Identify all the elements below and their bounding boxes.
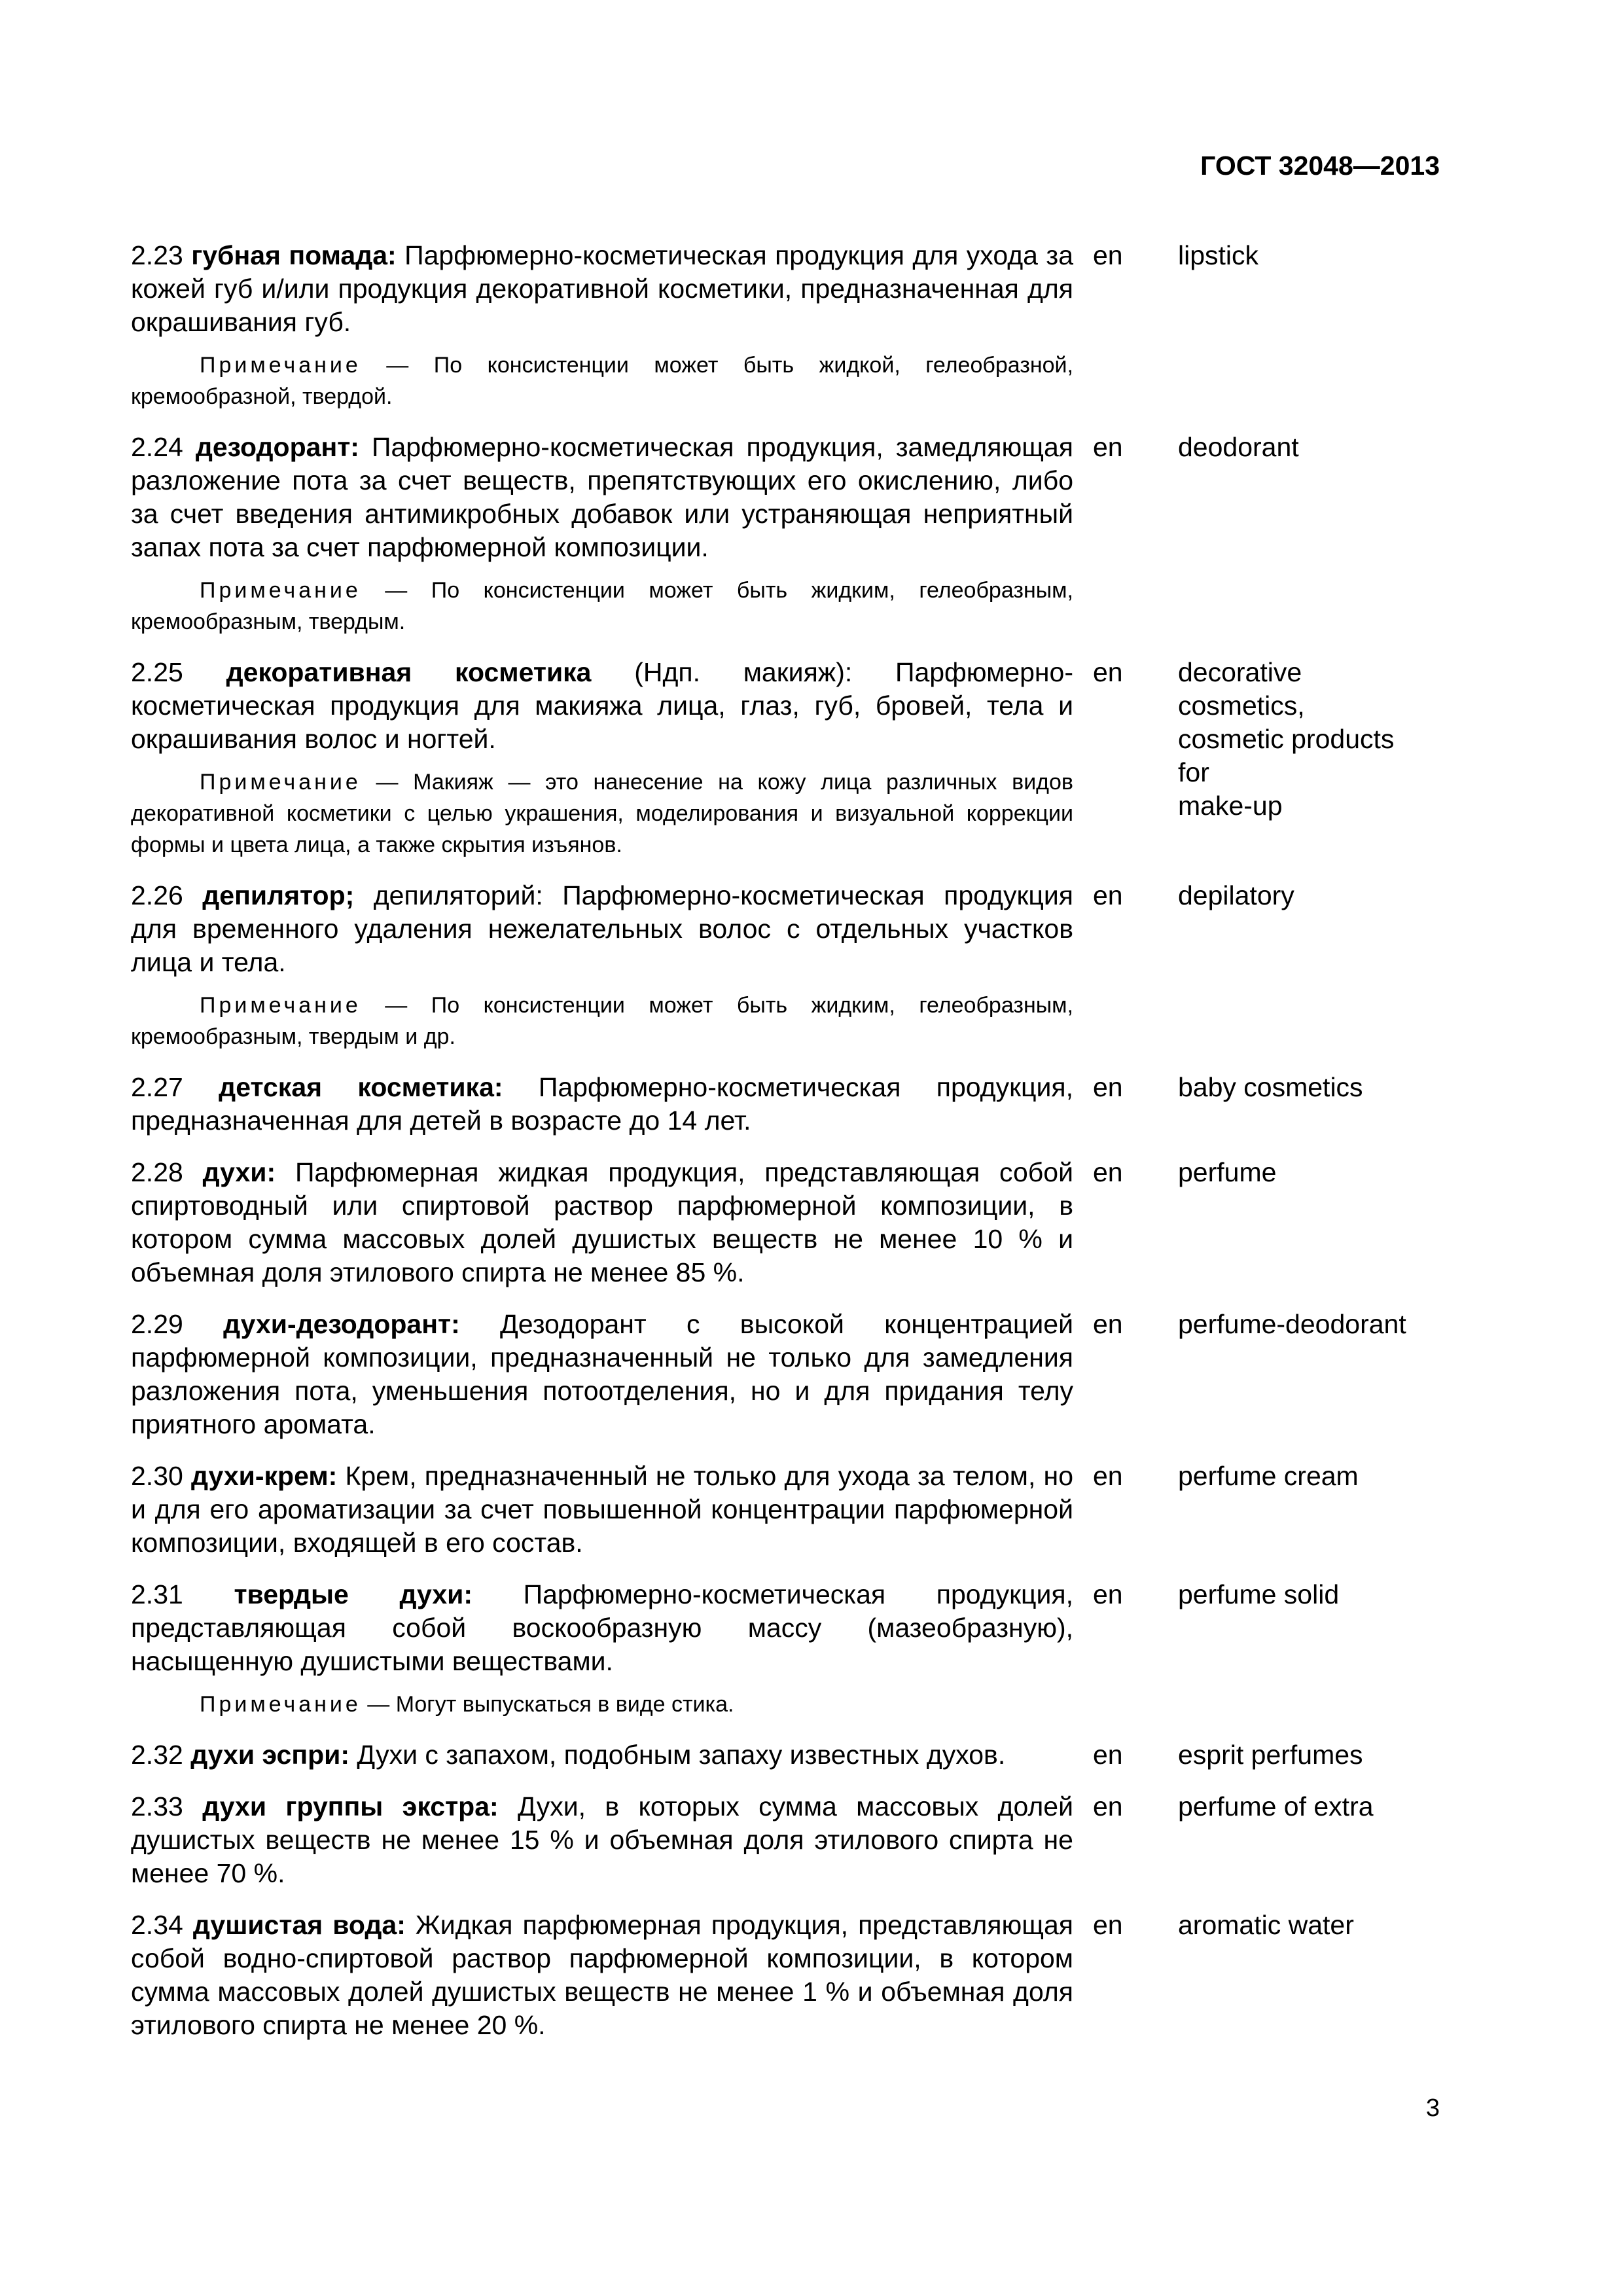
english-term-line: decorative: [1178, 657, 1302, 687]
entry-number: 2.33: [131, 1791, 183, 1821]
entry-definition-text: Парфюмерно-косметическая продукция, замедляющая разложение пота за счет веществ, препятствующих его окислению, либо за счет введения антимикробных добавок или устраняющая неприятный запах пота за счет парфюмерной композиции.: [131, 432, 1073, 562]
english-term-line: perfume solid: [1178, 1579, 1340, 1609]
entry-definition: [131, 431, 1073, 564]
entry-language-code: en: [1093, 1579, 1123, 1609]
entry-number: 2.23: [131, 240, 183, 270]
entry-language-code: en: [1093, 1157, 1123, 1187]
entry-term: детская косметика:: [219, 1072, 503, 1102]
entry-definition: [131, 1578, 1073, 1678]
entry-term: декоративная косметика: [226, 657, 592, 687]
note-label: Примечание: [200, 353, 361, 378]
entry-language-code: en: [1093, 657, 1123, 687]
glossary-entry: [131, 1156, 1440, 1289]
entry-definition-column: [131, 656, 1073, 861]
entry-term: духи эспри:: [190, 1740, 350, 1770]
entry-definition-column: [131, 1738, 1073, 1772]
entry-language-code: en: [1093, 1910, 1123, 1940]
entry-language-code: en: [1093, 880, 1123, 910]
entry-language-code: en: [1093, 1461, 1123, 1491]
page-number: 3: [1425, 2094, 1440, 2122]
entry-number: 2.32: [131, 1740, 183, 1770]
entry-definition-text: Духи, в которых сумма массовых долей душистых веществ не менее 15 % и объемная доля этилового спирта не менее 70 %.: [131, 1791, 1073, 1888]
note-label: Примечание: [200, 993, 361, 1018]
entry-definition-column: [131, 1308, 1073, 1441]
english-term-line: lipstick: [1178, 240, 1259, 270]
entry-number: 2.27: [131, 1072, 183, 1102]
entry-language-code: en: [1093, 432, 1123, 462]
glossary-entry: [131, 239, 1440, 412]
glossary-entry: [131, 879, 1440, 1052]
entry-english-equivalent: [1178, 239, 1440, 412]
entry-language-code: en: [1093, 240, 1123, 270]
english-term-line: make-up: [1178, 791, 1283, 821]
entry-note: [131, 766, 1073, 861]
entry-term: дезодорант:: [195, 432, 359, 462]
note-text: — Могут выпускаться в виде стика.: [361, 1692, 734, 1717]
english-term-line: baby cosmetics: [1178, 1072, 1363, 1102]
english-term-line: perfume: [1178, 1157, 1277, 1187]
entry-english-equivalent: [1178, 1909, 1440, 2042]
note-text: — По консистенции может быть жидким, гелеобразным, кремообразным, твердым и др.: [131, 993, 1073, 1049]
entry-note: [131, 990, 1073, 1052]
entry-definition-text: Парфюмерно-косметическая продукция, представляющая собой воскообразную массу (мазеобразную), насыщенную душистыми веществами.: [131, 1579, 1073, 1676]
glossary-list: [131, 239, 1440, 2060]
entry-language-code: en: [1093, 1791, 1123, 1821]
english-term-line: perfume of extra: [1178, 1791, 1374, 1821]
note-text: — Макияж — это нанесение на кожу лица различных видов декоративной косметики с целью украшения, моделирования и визуальной коррекции формы и цвета лица, а также скрытия изъянов.: [131, 770, 1073, 857]
note-text: — По консистенции может быть жидкой, гелеобразной, кремообразной, твердой.: [131, 353, 1073, 409]
entry-definition-text: (Ндп. макияж): Парфюмерно-косметическая продукция для макияжа лица, глаз, губ, бровей, тела и окрашивания волос и ногтей.: [131, 657, 1073, 754]
entry-note: [131, 350, 1073, 412]
entry-term: депилятор;: [202, 880, 355, 910]
entry-term: духи:: [202, 1157, 276, 1187]
entry-english-equivalent: [1178, 1738, 1440, 1772]
entry-number: 2.34: [131, 1910, 183, 1940]
english-term-line: deodorant: [1178, 432, 1299, 462]
entry-definition: [131, 656, 1073, 756]
entry-english-equivalent: [1178, 1071, 1440, 1138]
glossary-entry: [131, 431, 1440, 637]
note-label: Примечание: [200, 770, 361, 795]
note-label: Примечание: [200, 578, 361, 603]
entry-number: 2.26: [131, 880, 183, 910]
entry-number: 2.31: [131, 1579, 183, 1609]
entry-english-equivalent: [1178, 1790, 1440, 1890]
glossary-entry: [131, 1909, 1440, 2042]
english-term-line: cosmetic products: [1178, 724, 1395, 754]
entry-term: душистая вода:: [192, 1910, 406, 1940]
entry-definition: [131, 239, 1073, 339]
entry-number: 2.30: [131, 1461, 183, 1491]
entry-definition-text: Дезодорант с высокой концентрацией парфюмерной композиции, предназначенный не только для замедления разложения пота, уменьшения потоотделения, но и для придания телу приятного аромата.: [131, 1309, 1073, 1439]
entry-english-equivalent: [1178, 1156, 1440, 1289]
glossary-entry: [131, 1578, 1440, 1720]
entry-definition-column: [131, 1156, 1073, 1289]
entry-definition: [131, 879, 1073, 979]
entry-definition-text: Жидкая парфюмерная продукция, представляющая собой водно-спиртовой раствор парфюмерной композиции, в котором сумма массовых долей душистых веществ не менее 1 % и объемная доля этилового спирта не менее 20 %.: [131, 1910, 1073, 2040]
entry-definition-column: [131, 431, 1073, 637]
entry-definition-text: Парфюмерно-косметическая продукция для ухода за кожей губ и/или продукция декоративной косметики, предназначенная для окрашивания губ.: [131, 240, 1073, 337]
entry-definition: [131, 1308, 1073, 1441]
entry-definition-text: Парфюмерная жидкая продукция, представляющая собой спиртоводный или спиртовой раствор парфюмерной композиции, в котором сумма массовых долей душистых веществ не менее 10 % и объемная доля этилового спирта не менее 85 %.: [131, 1157, 1073, 1287]
english-term-line: esprit perfumes: [1178, 1740, 1363, 1770]
entry-number: 2.25: [131, 657, 183, 687]
entry-definition-column: [131, 1460, 1073, 1560]
glossary-entry: [131, 1460, 1440, 1560]
glossary-entry: [131, 656, 1440, 861]
entry-definition-text: депиляторий: Парфюмерно-косметическая продукция для временного удаления нежелательных волос с отдельных участков лица и тела.: [131, 880, 1073, 977]
entry-english-equivalent: [1178, 656, 1440, 861]
entry-term: духи-дезодорант:: [223, 1309, 460, 1339]
note-text: — По консистенции может быть жидким, гелеобразным, кремообразным, твердым.: [131, 578, 1073, 634]
note-label: Примечание: [200, 1692, 361, 1717]
entry-english-equivalent: [1178, 1578, 1440, 1720]
entry-definition-column: [131, 1790, 1073, 1890]
entry-definition: [131, 1909, 1073, 2042]
entry-english-equivalent: [1178, 879, 1440, 1052]
english-term-line: aromatic water: [1178, 1910, 1354, 1940]
entry-number: 2.28: [131, 1157, 183, 1187]
glossary-entry: [131, 1738, 1440, 1772]
entry-language-code: en: [1093, 1309, 1123, 1339]
glossary-entry: [131, 1071, 1440, 1138]
entry-language-code: en: [1093, 1072, 1123, 1102]
english-term-line: perfume cream: [1178, 1461, 1359, 1491]
entry-note: [131, 575, 1073, 637]
entry-definition: [131, 1071, 1073, 1138]
entry-definition: [131, 1738, 1073, 1772]
entry-term: твердые духи:: [234, 1579, 473, 1609]
english-term-line: perfume-deodorant: [1178, 1309, 1406, 1339]
entry-term: духи группы экстра:: [202, 1791, 499, 1821]
glossary-entry: [131, 1790, 1440, 1890]
entry-definition-column: [131, 1578, 1073, 1720]
glossary-entry: [131, 1308, 1440, 1441]
entry-english-equivalent: [1178, 1460, 1440, 1560]
entry-definition-text: Духи с запахом, подобным запаху известных духов.: [349, 1740, 1006, 1770]
entry-english-equivalent: [1178, 1308, 1440, 1441]
entry-definition-column: [131, 1909, 1073, 2042]
entry-term: духи-крем:: [191, 1461, 338, 1491]
english-term-line: cosmetics,: [1178, 691, 1305, 721]
english-term-line: for: [1178, 757, 1209, 787]
entry-definition: [131, 1460, 1073, 1560]
entry-number: 2.29: [131, 1309, 183, 1339]
entry-definition-column: [131, 879, 1073, 1052]
entry-term: губная помада:: [191, 240, 397, 270]
entry-english-equivalent: [1178, 431, 1440, 637]
entry-number: 2.24: [131, 432, 183, 462]
entry-definition-column: [131, 1071, 1073, 1138]
entry-language-code: en: [1093, 1740, 1123, 1770]
entry-note: [131, 1689, 1073, 1720]
document-code-header: ГОСТ 32048—2013: [1200, 151, 1440, 181]
entry-definition-text: Крем, предназначенный не только для ухода за телом, но и для его ароматизации за счет повышенной концентрации парфюмерной композиции, входящей в его состав.: [131, 1461, 1073, 1558]
entry-definition-column: [131, 239, 1073, 412]
entry-definition: [131, 1156, 1073, 1289]
entry-definition: [131, 1790, 1073, 1890]
entry-definition-text: Парфюмерно-косметическая продукция, предназначенная для детей в возрасте до 14 лет.: [131, 1072, 1073, 1136]
english-term-line: depilatory: [1178, 880, 1294, 910]
